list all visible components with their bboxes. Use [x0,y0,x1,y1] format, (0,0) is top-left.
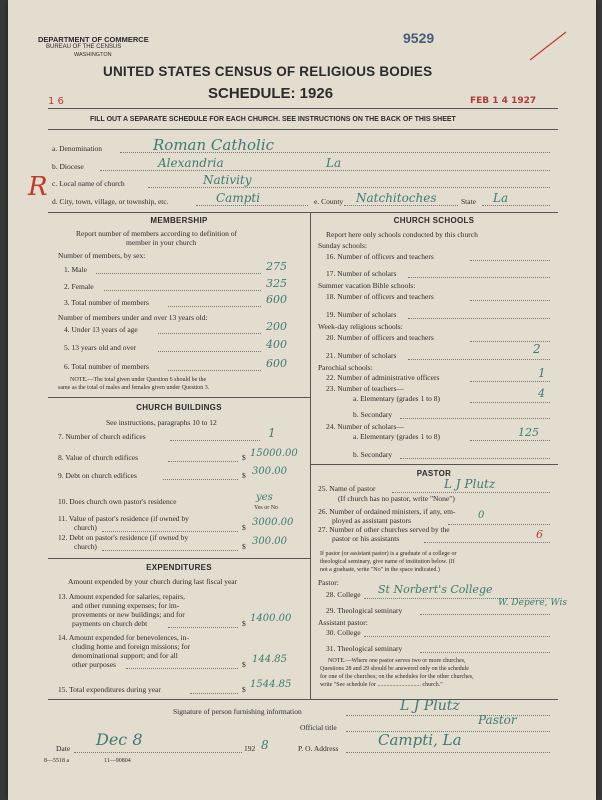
schools-intro: Report here only schools conducted by this church [326,230,478,239]
q13-line-2: and other running expenses; for im- [72,601,180,610]
check-mark-icon [528,30,568,66]
diocese-state-value: La [326,156,342,170]
total-members-value: 600 [266,293,287,306]
q16-label: 16. Number of officers and teachers [326,252,434,261]
q25-note: (If church has no pastor, write "None") [338,494,455,503]
q24-label: 24. Number of scholars— [326,422,404,431]
denomination-value: Roman Catholic [153,136,275,154]
schedule-title: SCHEDULE: 1926 [208,85,334,102]
residence-value-dollar: $ [242,523,246,532]
q23a-label: a. Elementary (grades 1 to 8) [353,394,441,403]
city-label: WASHINGTON [74,52,112,58]
pastor-note-3: for one of the churches; on the schedules for the other churches, [320,674,474,680]
q25-value: L J Plutz [444,477,496,491]
print-number-footer: 11—90804 [104,758,131,764]
graduate-info-3: not a graduate, write "No" in the space indicated.) [320,567,440,573]
diocese-value: Alexandria [158,156,224,170]
edifices-value-amount: 15000.00 [250,448,298,459]
residence-value-label-1: 11. Value of pastor's residence (if owned by [58,514,189,523]
q22-label: 22. Number of administrative officers [326,373,440,382]
q15-amount: 1544.85 [250,679,292,690]
q19-label: 19. Number of scholars [326,310,397,319]
q23-label: 23. Number of teachers— [326,384,404,393]
q14-line-2: cluding home and foreign missions; for [72,642,191,651]
total-members-2-label: 6. Total number of members [64,362,149,371]
residence-owned-value: yes [256,492,273,503]
q14-line-1: 14. Amount expended for benevolences, in- [58,633,190,642]
q27-value: 6 [536,528,543,541]
membership-note-2: same as the total of males and females given under Question 3. [58,385,210,391]
q29-value: W. Depere, Wis [498,598,567,608]
residence-owned-label: 10. Does church own pastor's residence [58,497,177,506]
local-name-label: c. Local name of church [52,179,125,188]
pastor-subheading: Pastor: [318,578,339,587]
edifices-value-label: 8. Value of church edifices [58,453,139,462]
residence-debt-label-2: church) [74,542,97,551]
female-value: 325 [266,277,287,290]
membership-intro-2: member in your church [126,238,197,247]
q24a-value: 125 [518,426,539,439]
pastor-note-1: NOTE.—Where one pastor serves two or more churches, [328,658,466,664]
denomination-label: a. Denomination [52,144,102,153]
q21-label: 21. Number of scholars [326,351,397,360]
q14-dollar: $ [242,660,246,669]
membership-heading: MEMBERSHIP [150,216,208,225]
q22-value: 1 [538,366,546,380]
instruction-banner: FILL OUT A SEPARATE SCHEDULE FOR EACH CHURCH. SEE INSTRUCTIONS ON THE BACK OF THIS SHEET [90,116,456,123]
under13-value: 200 [266,320,287,333]
official-title-label: Official title [300,723,337,732]
q28-value: St Norbert's College [378,583,493,596]
edifices-count-value: 1 [268,426,276,440]
q23b-label: b. Secondary [353,410,393,419]
graduate-info-2: theological seminary, give name of institution below. (If [320,559,455,565]
members-by-sex-label: Number of members, by sex: [58,251,146,260]
po-address-label: P. O. Address [298,744,339,753]
form-number-footer: 8—5518 a [44,758,70,764]
q13-line-3: provements or new buildings; and for [72,610,185,619]
expenditures-heading: EXPENDITURES [146,563,212,572]
q24a-label: a. Elementary (grades 1 to 8) [353,432,441,441]
pastor-note-2: Questions 28 and 29 should be answered only on the schedule [320,666,469,672]
signature-label: Signature of person furnishing information [173,707,302,716]
parochial-label: Parochial schools: [318,363,373,372]
sunday-label: Sunday schools: [318,241,367,250]
state-label: State [461,197,476,206]
male-label: 1. Male [64,265,87,274]
received-date-stamp: FEB 1 4 1927 [470,96,537,106]
summer-label: Summer vacation Bible schools: [318,281,416,290]
weekday-label: Week-day religious schools: [318,322,403,331]
q14-amount: 144.85 [252,654,287,665]
membership-intro-1: Report number of members according to definition of [76,229,237,238]
expenditures-intro: Amount expended by your church during last fiscal year [68,577,238,586]
q21-value: 2 [533,342,541,356]
po-address-value: Campti, La [378,731,462,749]
year-value: 8 [261,738,269,752]
pastor-heading: PASTOR [416,469,452,478]
over13-label: 5. 13 years old and over [64,343,137,352]
q24b-label: b. Secondary [353,450,393,459]
q28-label: 28. College [326,590,361,599]
residence-debt-label-1: 12. Debt on pastor's residence (if owned by [58,533,189,542]
total-members-2-value: 600 [266,357,287,370]
q15-label: 15. Total expenditures during year [58,685,161,694]
over13-value: 400 [266,338,287,351]
residence-value-amount: 3000.00 [252,517,294,528]
q23a-value: 4 [538,387,545,400]
membership-note-1: NOTE.—The total given under Question 6 should be the [70,377,207,383]
date-label: Date [56,744,71,753]
total-members-label: 3. Total number of members [64,298,149,307]
q13-dollar: $ [242,619,246,628]
residence-debt-amount: 300.00 [252,536,287,547]
pastor-note-4: write "See schedule for ............................. church." [320,682,443,688]
under-over-label: Number of members under and over 13 years old: [58,313,208,322]
corner-mark: 1 6 [48,96,64,107]
signature-value: L J Plutz [400,698,460,714]
q27-label-1: 27. Number of other churches served by the [318,525,450,534]
buildings-intro: See instructions, paragraphs 10 to 12 [106,418,217,427]
q13-line-4: payments on church debt [72,619,148,628]
r-mark: R [28,172,48,202]
male-value: 275 [266,260,287,273]
edifices-debt-amount: 300.00 [252,466,287,477]
yes-or-no-label: Yes or No [254,505,279,511]
q13-line-1: 13. Amount expended for salaries, repairs, [58,592,186,601]
q30-label: 30. College [326,628,361,637]
diocese-label: b. Diocese [52,162,84,171]
edifices-count-label: 7. Number of church edifices [58,432,146,441]
residence-debt-dollar: $ [242,542,246,551]
city-town-label: d. City, town, village, or township, etc. [52,197,169,206]
department-label: DEPARTMENT OF COMMERCE [38,35,149,44]
q26-value: 0 [478,510,485,521]
q17-label: 17. Number of scholars [326,269,397,278]
bureau-label: BUREAU OF THE CENSUS [46,44,122,50]
under13-label: 4. Under 13 years of age [64,325,138,334]
city-town-value: Campti [216,191,261,205]
assistant-subheading: Assistant pastor: [318,618,368,627]
buildings-heading: CHURCH BUILDINGS [136,403,222,412]
q25-label: 25. Name of pastor [318,484,376,493]
q14-line-3: denominational support; and for all [72,651,178,660]
residence-value-label-2: church) [74,523,97,532]
q20-label: 20. Number of officers and teachers [326,333,434,342]
year-prefix: 192 [244,744,256,753]
edifices-debt-dollar: $ [242,471,246,480]
q15-dollar: $ [242,685,246,694]
edifices-debt-label: 9. Debt on church edifices [58,471,137,480]
female-label: 2. Female [64,282,94,291]
local-name-value: Nativity [203,173,252,187]
edifices-value-dollar: $ [242,453,246,462]
county-label: e. County [314,197,344,206]
q31-label: 31. Theological seminary [326,644,403,653]
form-number: 9529 [403,30,435,46]
q26-label-2: ployed as assistant pastors [332,516,411,525]
q26-label-1: 26. Number of ordained ministers, if any, em- [318,507,456,516]
date-value: Dec 8 [96,730,143,749]
official-title-value: Pastor [478,713,517,727]
graduate-info-1: If pastor (or assistant pastor) is a graduate of a college or [320,551,457,557]
q18-label: 18. Number of officers and teachers [326,292,434,301]
q14-line-4: other purposes [72,660,116,669]
county-value: Natchitoches [356,191,437,205]
census-schedule-page [8,0,596,800]
q29-label: 29. Theological seminary [326,606,403,615]
form-title: UNITED STATES CENSUS OF RELIGIOUS BODIES [103,64,433,79]
state-value: La [493,191,509,205]
q27-label-2: pastor or his assistants [332,534,400,543]
q13-amount: 1400.00 [250,613,292,624]
schools-heading: CHURCH SCHOOLS [393,216,475,225]
